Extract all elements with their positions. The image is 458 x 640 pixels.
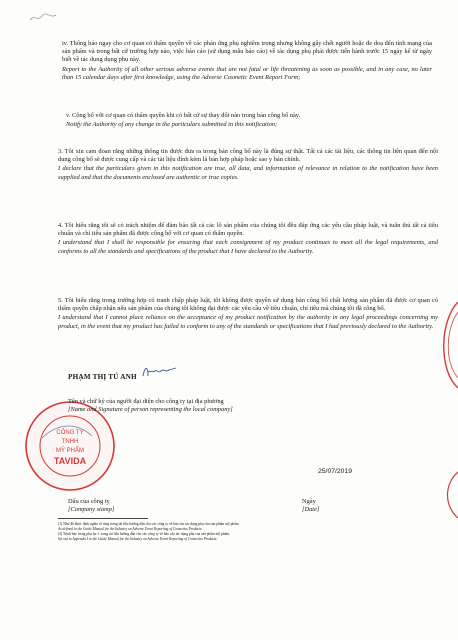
signature-caption-english: [Name and Signature of person representing the local company] [68,406,233,414]
signature-caption-vietnamese: Tên và chữ ký của người đại diện cho công ty tại địa phương [68,398,224,405]
section-iv-english: Report to the Authority of all other serious adverse events that are not fatal or life threatening as soon as possible, and in any case, no later than 15 calendar days after first knowledge, using the Adverse Cosmetic Event Report Form; [62,65,432,81]
section-3-vietnamese: 3. Tôi xin cam đoan rằng những thông tin được đưa ra trong bản công bố này là đúng sự thật. Tất cả các tài liệu, các thông tin liên quan đến nội dung công bố sẽ được cung cấp và các tài liệu đính kèm là bản hợp pháp hoặc sao y bản chính. [58,148,438,164]
side-stamp-mark-lower [434,470,458,520]
section-v-vietnamese: v. Công bố với cơ quan có thẩm quyền khi có bất cứ sự thay đổi nào trong bản công bố này. [66,112,301,119]
handwritten-mark-top [28,10,58,24]
date-label-english: [Date] [302,506,320,514]
section-iv-vietnamese: iv. Thông báo ngay cho cơ quan có thẩm quyền về các phản ứng phụ nghiêm trọng nhưng không gây chết người hoặc đe doạ đến tính mạng của sản phẩm và trong bất cứ trường hợp nào, việc báo cáo (sử dụng mẫu báo cáo) về tác dụng phụ phải được tiến hành trước 15 ngày kể từ ngày biết về tác dụng dụng phụ này. [62,40,432,64]
section-4-vietnamese: 4. Tôi hiểu rằng tôi sẽ có trách nhiệm để đảm bảo tất cả các lô sản phẩm của chúng tôi đều đáp ứng các yêu cầu pháp luật, và tuân thủ tất cả tiêu chuẩn và chỉ tiêu sản phẩm đã được công bố với cơ quan có thẩm quyền. [58,222,438,238]
company-stamp-label-vietnamese: Dấu của công ty [68,498,110,505]
section-5 [58,297,438,332]
date-label-vietnamese: Ngày [302,498,316,505]
footnote-1-english: As defined in the Guide Manual for the Industry on Adverse Event Reporting of Cosmetics Products. [58,526,203,531]
section-3 [58,148,438,183]
section-5-vietnamese: 5. Tôi hiểu rằng trong trường hợp có tranh chấp pháp luật, tôi không được quyền sử dụng bản công bố chất lượng sản phẩm đã được cơ quan có thẩm quyền chấp nhận nếu sản phẩm của chúng tôi không đạt được các yêu cầu về tiêu chuẩn, chỉ tiêu mà chúng tôi đã công bố. [58,297,438,313]
footnote-1-vietnamese: (1) Như đã được định nghĩa rõ ràng trong tài liệu hướng dẫn cho các công ty về báo cáo tác dụng phụ của sản phẩm mỹ phẩm. [58,522,240,526]
footnote-2-english: Set out in Appendix I to the Guide Manual for the Industry on Adverse Event Reporting of Cosmetics Products. [58,536,218,541]
seal-line-4: TAVIDA [53,456,87,466]
seal-line-2: TNHH [61,439,79,445]
footnote-divider [58,518,148,519]
footnote-1 [58,522,438,531]
company-stamp-label-english: [Company stamp] [68,506,115,514]
section-4 [58,222,438,257]
signing-date: 25/07/2019 [318,468,353,475]
section-5-english: I understand that I cannot place reliance on the acceptance of my product notification by the authority in any legal proceedings concerning my product, in the event that my product has failed to conform to any of the standards or specifications that I had previously declared to the Authority. [58,314,438,330]
section-iv [62,40,432,83]
side-stamp-mark [430,300,458,390]
section-4-english: I understand that I shall be responsible for ensuring that each consignment of my product continues to meet all the legal requirements, and conforms to all the standards and specifications of the product that I have declared to the Authority. [58,239,438,255]
handwritten-signature [140,364,180,380]
footnote-2 [58,532,438,541]
signature-caption [68,398,233,414]
date-label [302,498,319,514]
seal-line-1: CÔNG TY [56,430,84,436]
footnote-2-vietnamese: (2) Trình bày trong phụ lục 1 trong tài liệu hướng dẫn cho các công ty về báo cáo tác dụng phụ của sản phẩm mỹ phẩm. [58,532,231,536]
seal-line-3: MỸ PHẨM [55,448,85,454]
section-3-english: I declare that the particulars given in this notification are true, all data, and information of relevance in relation to the notification have been supplied and that the documents enclosed are authentic or true copies. [58,165,438,181]
section-v-english: Notify the Authority of any change in the particulars submitted in this notification; [66,121,278,129]
section-v [66,112,432,130]
company-stamp-label [68,498,114,514]
representative-name: PHẠM THỊ TÚ ANH [68,373,137,381]
